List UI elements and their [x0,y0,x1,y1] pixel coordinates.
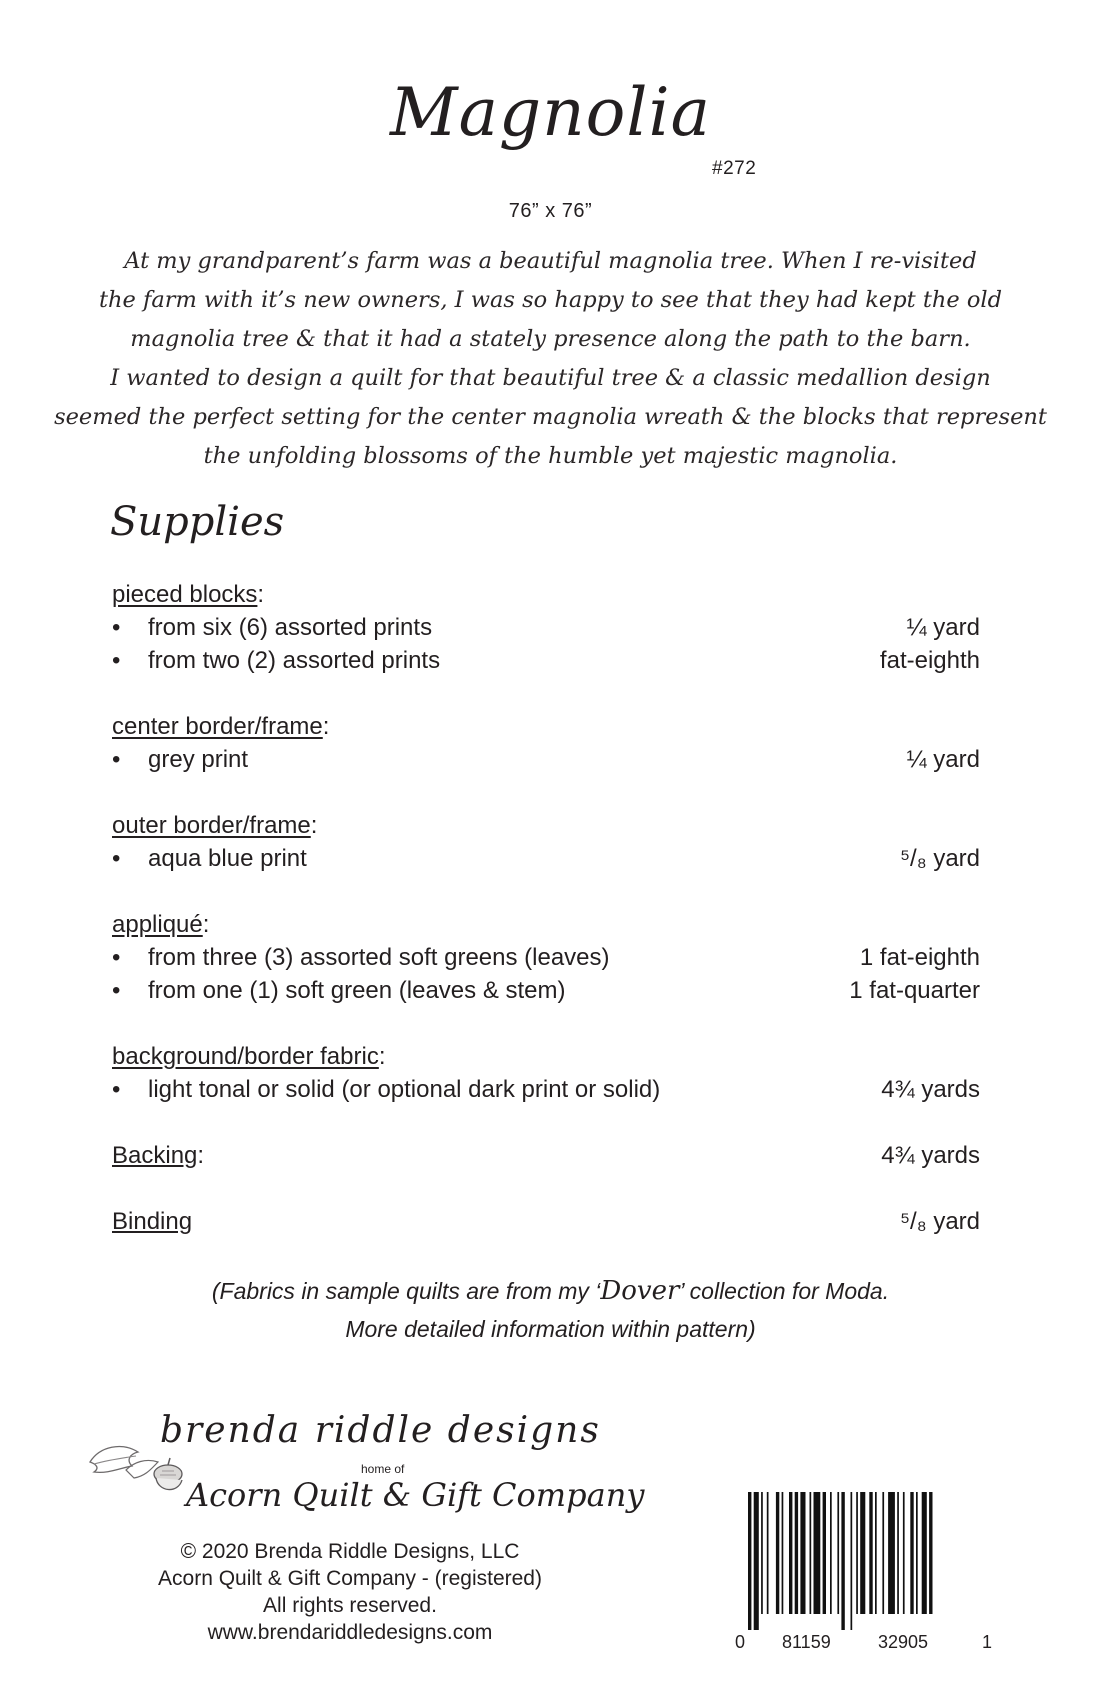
supply-group-background [112,1040,980,1106]
supply-group-pieced-blocks [112,578,980,677]
copyright-line: Acorn Quilt & Gift Company - (registered) [158,1567,542,1590]
brand-name: brenda riddle designs [160,1410,601,1451]
supply-item-name: from two (2) assorted prints [148,647,441,674]
website-link[interactable]: www.brendariddledesigns.com [207,1621,493,1644]
barcode-bar [748,1492,751,1630]
supply-item-name: grey print [148,746,249,773]
supply-item-amount: 4¾ yards [881,1076,980,1103]
bullet: • [112,845,121,872]
group-title: background/border fabric: [112,1043,386,1070]
supply-backing [112,1139,980,1172]
barcode-digits-right: 32905 [878,1632,929,1652]
supply-item-amount: ¼ yard [906,614,980,641]
quilt-size: 76” x 76” [508,200,593,222]
supply-item [112,974,980,1007]
intro-line: the farm with it’s new owners, I was so happy to see that they had kept the old [99,287,1002,313]
barcode-bar [841,1492,844,1630]
barcode-bar [830,1492,832,1614]
home-of-label: home of [361,1462,405,1476]
pattern-number: #272 [712,158,757,179]
intro-line: the unfolding blossoms of the humble yet majestic magnolia. [203,443,898,469]
bullet: • [112,647,121,674]
barcode-bar [837,1492,839,1614]
fabric-note-line-1: (Fabrics in sample quilts are from my ‘Dover’ collection for Moda. [211,1276,890,1306]
supply-item-amount: ¼ yard [906,746,980,773]
barcode-bar [897,1492,899,1614]
barcode-bar [782,1492,784,1614]
backing-amount: 4¾ yards [881,1142,980,1169]
upc-barcode [746,1492,976,1630]
supply-list [112,578,980,1238]
supply-item-name: from six (6) assorted prints [148,614,433,641]
barcode-bar [851,1492,853,1630]
barcode-bar [810,1492,812,1614]
copyright-line: © 2020 Brenda Riddle Designs, LLC [180,1540,520,1563]
barcode-digits-left: 81159 [782,1632,831,1652]
intro-line: I wanted to design a quilt for that beautiful tree & a classic medallion design [110,365,991,391]
barcode-bar [860,1492,865,1614]
supply-item [112,1073,980,1106]
group-title: pieced blocks: [112,581,265,608]
barcode-bar [922,1492,927,1614]
barcode-bar [776,1492,779,1614]
intro-line: At my grandparent’s farm was a beautiful magnolia tree. When I re-visited [124,248,977,274]
barcode-bar [800,1492,805,1614]
barcode-bar [856,1492,858,1614]
intro-line: seemed the perfect setting for the center magnolia wreath & the blocks that represent [54,404,1047,430]
collection-name: Dover [600,1276,680,1306]
backing-label: Backing: [112,1142,205,1169]
company-name: Acorn Quilt & Gift Company [186,1476,645,1514]
supply-item-amount: fat-eighth [879,647,980,674]
barcode-bar [903,1492,905,1614]
barcode-bar [910,1492,913,1614]
supply-item [112,611,980,644]
supply-item-amount: 1 fat-quarter [849,977,980,1004]
copyright-block [110,1538,590,1646]
bullet: • [112,944,121,971]
group-title: outer border/frame: [112,812,318,839]
barcode-bar [814,1492,821,1614]
supply-item-amount: ⁵/₈ yard [900,845,980,872]
intro-paragraph [0,242,1101,476]
barcode-bar [916,1492,918,1614]
supply-item [112,842,980,875]
bullet: • [112,977,121,1004]
barcode-bar [869,1492,872,1614]
supply-item-name: from one (1) soft green (leaves & stem) [148,977,566,1004]
bullet: • [112,746,121,773]
barcode-bar [795,1492,798,1614]
barcode-bar [929,1492,932,1614]
supply-item-name: aqua blue print [148,845,307,872]
supply-binding [112,1205,980,1238]
intro-line: magnolia tree & that it had a stately presence along the path to the barn. [130,326,971,352]
supply-item [112,743,980,776]
supply-group-center-border [112,710,980,776]
fabric-note [0,1272,1101,1348]
barcode-bar [823,1492,826,1614]
barcode-bar [761,1492,763,1614]
bullet: • [112,1076,121,1103]
supply-group-outer-border [112,809,980,875]
copyright-line: All rights reserved. [263,1594,437,1617]
supply-item-name: from three (3) assorted soft greens (leaves) [148,944,610,971]
binding-amount: ⁵/₈ yard [900,1208,980,1235]
supply-group-applique [112,908,980,1007]
barcode-bar [888,1492,895,1614]
barcode-digit-last: 1 [982,1632,993,1652]
group-title: center border/frame: [112,713,330,740]
binding-label: Binding [112,1208,193,1235]
barcode-bar [882,1492,884,1614]
barcode-bar [767,1492,769,1614]
supply-item [112,941,980,974]
fabric-note-line-2: More detailed information within pattern) [345,1316,756,1342]
supply-item-amount: 1 fat-eighth [859,944,980,971]
pattern-title: Magnolia [390,74,711,151]
supply-item-name: light tonal or solid (or optional dark print or solid) [148,1076,661,1103]
bullet: • [112,614,121,641]
barcode-bar [875,1492,877,1614]
group-title: appliqué: [112,911,210,938]
supply-item [112,644,980,677]
barcode-bar [789,1492,792,1614]
barcode-digit-first: 0 [735,1632,746,1652]
supplies-heading: Supplies [110,499,285,545]
barcode-bar [754,1492,759,1630]
